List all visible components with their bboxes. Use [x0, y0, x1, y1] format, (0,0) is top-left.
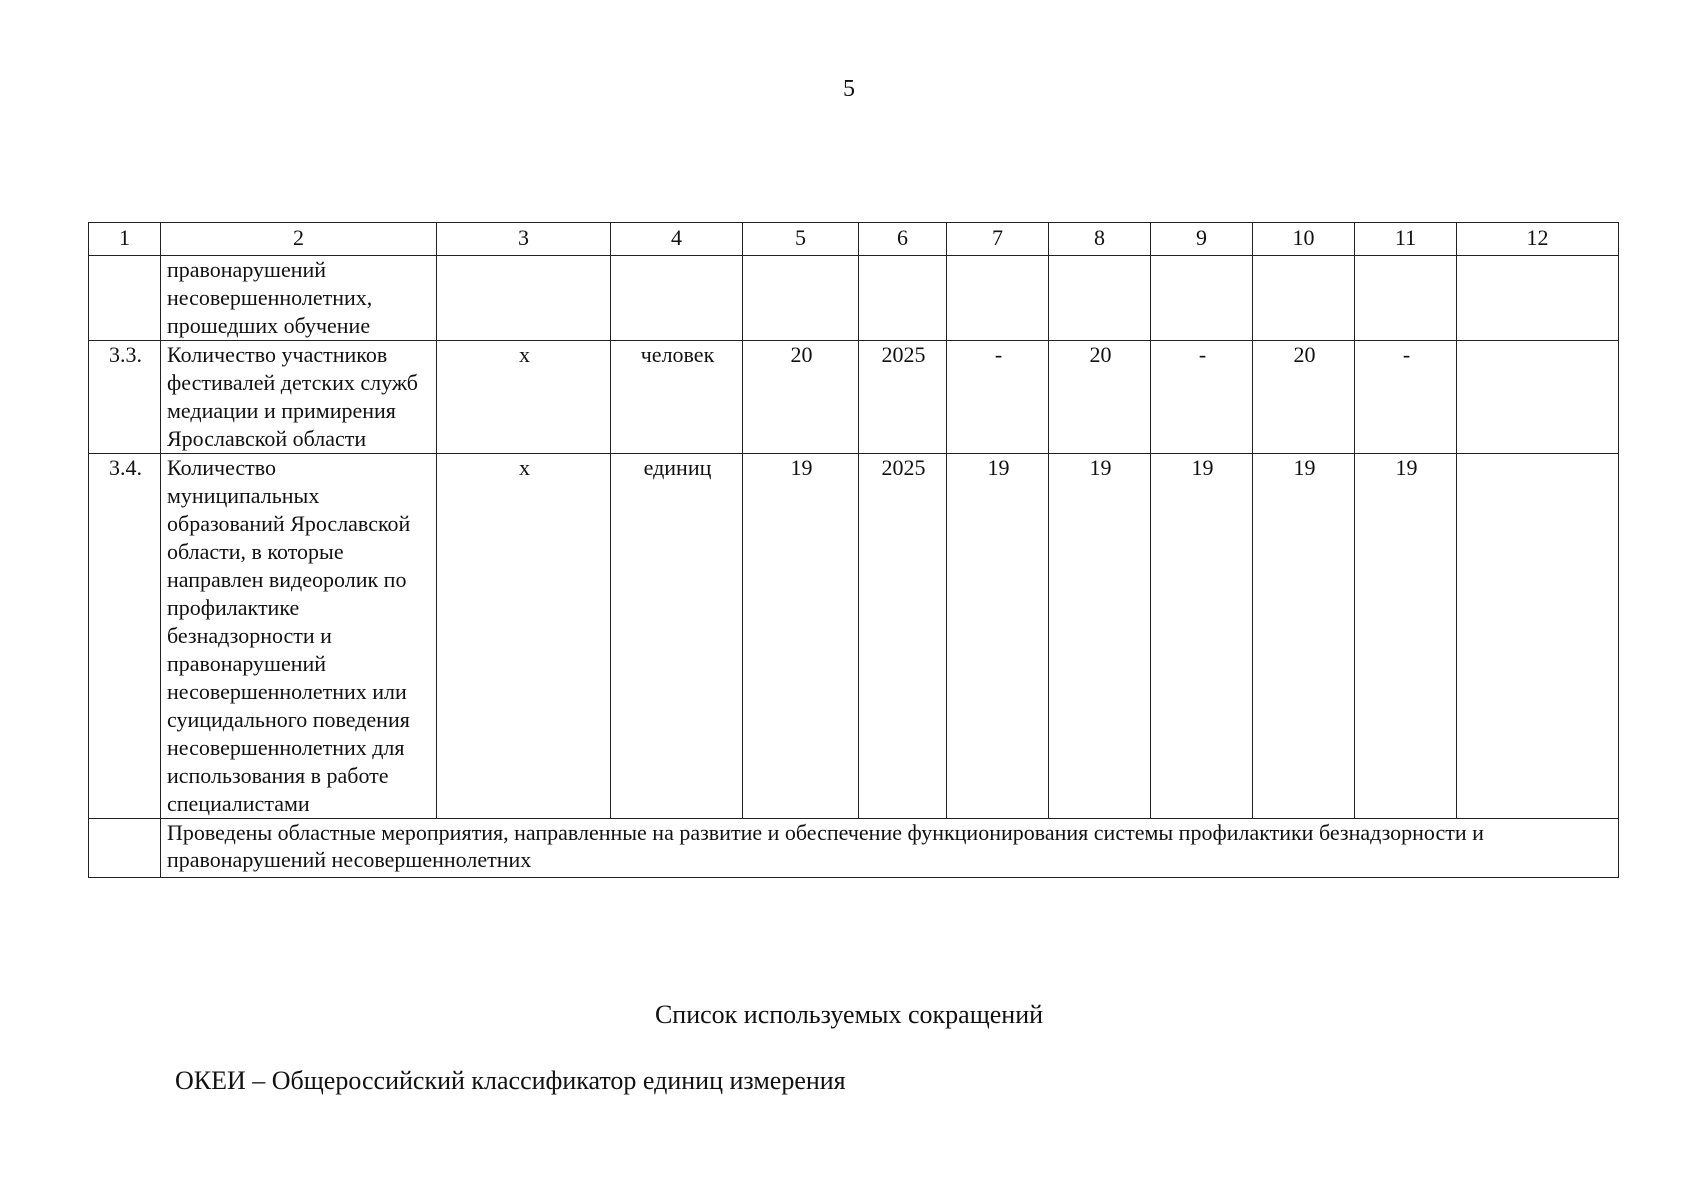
- table-cell: 19: [1253, 454, 1355, 819]
- table-cell: -: [1151, 341, 1253, 454]
- table-cell: человек: [611, 341, 743, 454]
- table-row: [89, 256, 1619, 341]
- abbreviation-item: ОКЕИ – Общероссийский классификатор единиц измерения: [175, 1066, 846, 1095]
- header-cell: 12: [1457, 223, 1619, 256]
- table-cell: [611, 256, 743, 341]
- table-cell: 2025: [859, 454, 947, 819]
- summary-text: Проведены областные мероприятия, направленные на развитие и обеспечение функционирования системы профилактики безнадзорности и правонарушений несовершеннолетних: [161, 819, 1619, 878]
- table-cell: x: [437, 454, 611, 819]
- header-cell: 2: [161, 223, 437, 256]
- table-row: [89, 341, 1619, 454]
- table-cell: [859, 256, 947, 341]
- row-number: 3.4.: [89, 454, 161, 819]
- header-cell: 6: [859, 223, 947, 256]
- row-number: [89, 256, 161, 341]
- table-cell: 19: [1151, 454, 1253, 819]
- table-cell: x: [437, 341, 611, 454]
- table-row: [89, 454, 1619, 819]
- header-cell: 1: [89, 223, 161, 256]
- summary-row: [89, 819, 1619, 878]
- table-cell: 19: [1355, 454, 1457, 819]
- page-number: 5: [843, 76, 855, 102]
- table-cell: [1457, 256, 1619, 341]
- summary-number-cell: [89, 819, 161, 878]
- header-cell: 5: [743, 223, 859, 256]
- table-cell: 20: [1253, 341, 1355, 454]
- table-cell: 19: [1049, 454, 1151, 819]
- table-cell: 2025: [859, 341, 947, 454]
- table-cell: [1457, 341, 1619, 454]
- indicator-name: Количество муниципальных образований Ярославской области, в которые направлен видеоролик по профилактике безнадзорности и правонарушений несовершеннолетних или суицидального поведения несовершеннолетних для использования в работе специалистами: [161, 454, 437, 819]
- table-cell: [1355, 256, 1457, 341]
- abbreviations-title: Список используемых сокращений: [654, 1000, 1044, 1029]
- table-cell: 19: [947, 454, 1049, 819]
- header-cell: 4: [611, 223, 743, 256]
- header-cell: 10: [1253, 223, 1355, 256]
- table-cell: [1151, 256, 1253, 341]
- indicators-table: [88, 222, 1619, 878]
- table-cell: 20: [743, 341, 859, 454]
- indicator-name: Количество участников фестивалей детских служб медиации и примирения Ярославской области: [161, 341, 437, 454]
- table-cell: [743, 256, 859, 341]
- table-cell: -: [1355, 341, 1457, 454]
- header-cell: 7: [947, 223, 1049, 256]
- table-cell: [1253, 256, 1355, 341]
- header-cell: 11: [1355, 223, 1457, 256]
- row-number: 3.3.: [89, 341, 161, 454]
- table-cell: [1457, 454, 1619, 819]
- table-cell: [437, 256, 611, 341]
- table-cell: [947, 256, 1049, 341]
- indicator-name: правонарушений несовершеннолетних, прошедших обучение: [161, 256, 437, 341]
- table-cell: 20: [1049, 341, 1151, 454]
- table-cell: -: [947, 341, 1049, 454]
- table-cell: [1049, 256, 1151, 341]
- header-cell: 9: [1151, 223, 1253, 256]
- table-cell: 19: [743, 454, 859, 819]
- header-cell: 8: [1049, 223, 1151, 256]
- header-row: [89, 223, 1619, 256]
- table-cell: единиц: [611, 454, 743, 819]
- header-cell: 3: [437, 223, 611, 256]
